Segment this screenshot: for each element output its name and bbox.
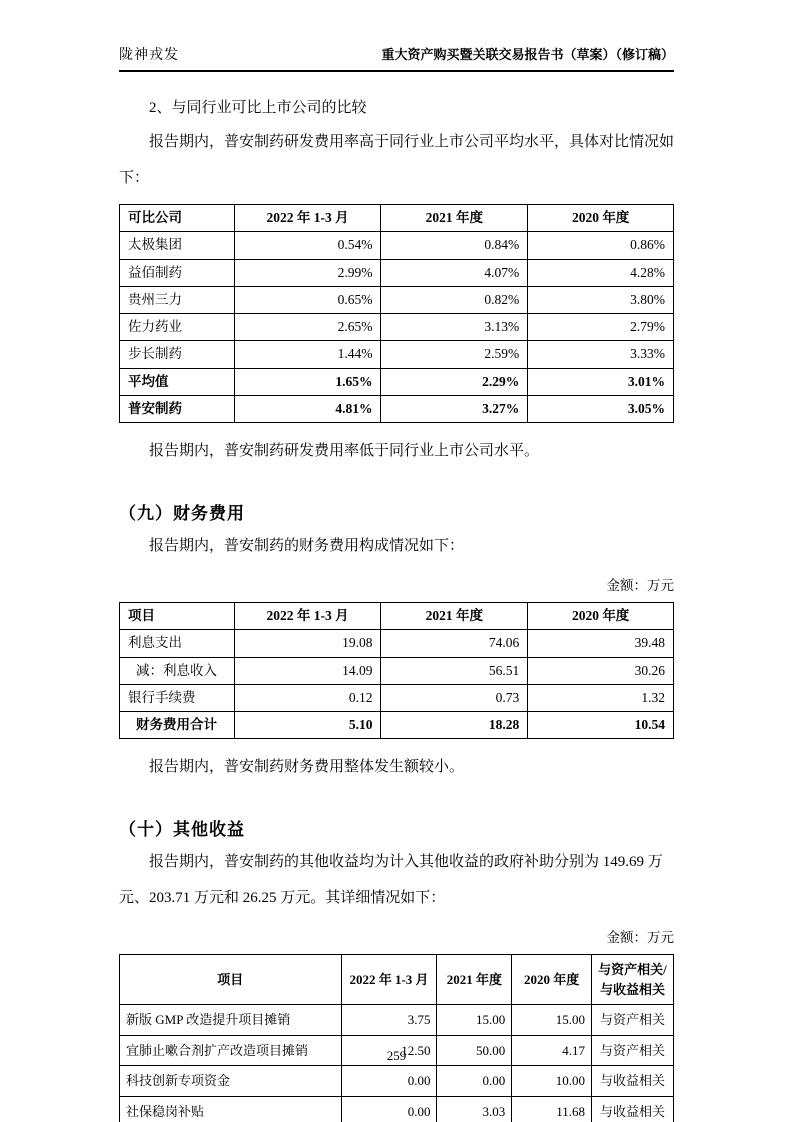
value-cell: 1.32 [528, 684, 674, 711]
value-cell: 0.00 [437, 1066, 512, 1097]
paragraph-finance-intro: 报告期内，普安制药的财务费用构成情况如下： [149, 538, 465, 554]
table-header-row [120, 955, 674, 1005]
value-cell: 19.08 [234, 630, 381, 657]
value-cell: 2.79% [528, 314, 674, 341]
value-cell: 12.50 [341, 1035, 437, 1066]
value-cell: 74.06 [381, 630, 528, 657]
table-row [120, 1005, 674, 1036]
value-cell: 3.33% [528, 341, 674, 368]
value-cell: 4.81% [234, 395, 381, 422]
value-cell: 0.73 [381, 684, 528, 711]
value-cell: 0.84% [381, 232, 528, 259]
column-header: 与资产相关/与收益相关 [591, 955, 673, 1005]
row-label: 财务费用合计 [120, 712, 235, 739]
row-label: 佐力药业 [120, 314, 235, 341]
value-cell: 4.28% [528, 259, 674, 286]
row-label: 益佰制药 [120, 259, 235, 286]
rd-compare-table [119, 204, 674, 423]
value-cell: 3.80% [528, 286, 674, 313]
column-header: 项目 [120, 603, 235, 630]
row-label: 科技创新专项资金 [120, 1066, 342, 1097]
row-label: 贵州三力 [120, 286, 235, 313]
value-cell: 2.65% [234, 314, 381, 341]
value-cell: 2.29% [381, 368, 528, 395]
column-header: 项目 [120, 955, 342, 1005]
row-label: 利息支出 [120, 630, 235, 657]
row-label: 平均值 [120, 368, 235, 395]
value-cell: 39.48 [528, 630, 674, 657]
value-cell: 56.51 [381, 657, 528, 684]
value-cell: 0.00 [341, 1066, 437, 1097]
header-right-title: 重大资产购买暨关联交易报告书（草案）（修订稿） [381, 47, 674, 62]
value-cell: 3.05% [528, 395, 674, 422]
value-cell: 15.00 [512, 1005, 592, 1036]
value-cell: 0.12 [234, 684, 381, 711]
value-cell: 14.09 [234, 657, 381, 684]
unit-label: 金额：万元 [606, 578, 674, 593]
row-label: 银行手续费 [120, 684, 235, 711]
table-row [120, 657, 674, 684]
table-header-row [120, 205, 674, 232]
unit-label: 金额：万元 [606, 930, 674, 946]
value-cell: 11.68 [512, 1096, 592, 1122]
value-cell: 10.00 [512, 1066, 592, 1097]
value-cell: 50.00 [437, 1035, 512, 1066]
value-cell: 0.65% [234, 286, 381, 313]
row-label: 宜肺止嗽合剂扩产改造项目摊销 [120, 1035, 342, 1066]
column-header: 2020 年度 [528, 603, 674, 630]
column-header: 2020 年度 [512, 955, 592, 1005]
column-header: 2020 年度 [528, 205, 674, 232]
paragraph-finance-note: 报告期内，普安制药财务费用整体发生额较小。 [149, 759, 465, 776]
value-cell: 10.54 [528, 712, 674, 739]
value-cell: 5.10 [234, 712, 381, 739]
value-cell: 30.26 [528, 657, 674, 684]
value-cell: 0.54% [234, 232, 381, 259]
paragraph-compare-intro: 报告期内，普安制药研发费用率高于同行业上市公司平均水平，具体对比情况如下： [119, 134, 675, 186]
column-header: 2022 年 1-3 月 [234, 603, 381, 630]
relation-cell: 与资产相关 [591, 1035, 673, 1066]
page-header [119, 44, 674, 72]
value-cell: 0.00 [341, 1096, 437, 1122]
column-header: 可比公司 [120, 205, 235, 232]
subsection-heading-compare: 2、与同行业可比上市公司的比较 [149, 100, 367, 116]
table-row [120, 314, 674, 341]
value-cell: 15.00 [437, 1005, 512, 1036]
table-row-average [120, 368, 674, 395]
table-row [120, 1096, 674, 1122]
page-number: 259 [386, 1048, 407, 1063]
finance-expense-table [119, 602, 674, 739]
value-cell: 4.17 [512, 1035, 592, 1066]
value-cell: 2.59% [381, 341, 528, 368]
header-left-title: 陇神戎发 [119, 48, 179, 63]
column-header: 2022 年 1-3 月 [341, 955, 437, 1005]
value-cell: 1.65% [234, 368, 381, 395]
row-label: 新版 GMP 改造提升项目摊销 [120, 1005, 342, 1036]
table-row [120, 232, 674, 259]
relation-cell: 与收益相关 [591, 1096, 673, 1122]
section-heading-other-income: （十）其他收益 [119, 820, 245, 840]
relation-cell: 与收益相关 [591, 1066, 673, 1097]
value-cell: 2.99% [234, 259, 381, 286]
table-row [120, 1066, 674, 1097]
other-income-table [119, 954, 674, 1122]
value-cell: 0.86% [528, 232, 674, 259]
column-header: 2021 年度 [381, 603, 528, 630]
paragraph-compare-note: 报告期内，普安制药研发费用率低于同行业上市公司水平。 [149, 443, 540, 459]
value-cell: 1.44% [234, 341, 381, 368]
column-header: 2021 年度 [437, 955, 512, 1005]
value-cell: 0.82% [381, 286, 528, 313]
value-cell: 3.13% [381, 314, 528, 341]
column-header: 2022 年 1-3 月 [234, 205, 381, 232]
row-label: 普安制药 [120, 395, 235, 422]
table-row [120, 286, 674, 313]
value-cell: 3.75 [341, 1005, 437, 1036]
table-row [120, 341, 674, 368]
table-row [120, 630, 674, 657]
row-label: 太极集团 [120, 232, 235, 259]
row-label: 步长制药 [120, 341, 235, 368]
column-header: 2021 年度 [381, 205, 528, 232]
value-cell: 4.07% [381, 259, 528, 286]
value-cell: 3.27% [381, 395, 528, 422]
value-cell: 3.03 [437, 1096, 512, 1122]
table-header-row [120, 603, 674, 630]
section-heading-finance-expense: （九）财务费用 [119, 504, 245, 523]
relation-cell: 与资产相关 [591, 1005, 673, 1036]
paragraph-other-intro: 报告期内，普安制药的其他收益均为计入其他收益的政府补助分别为 149.69 万元、203.71 万元和 26.25 万元。其详细情况如下： [119, 854, 663, 907]
row-label: 社保稳岗补贴 [120, 1096, 342, 1122]
row-label: 减：利息收入 [120, 657, 235, 684]
table-row [120, 684, 674, 711]
table-row-target-company [120, 395, 674, 422]
table-row-total [120, 712, 674, 739]
value-cell: 18.28 [381, 712, 528, 739]
value-cell: 3.01% [528, 368, 674, 395]
table-row [120, 259, 674, 286]
